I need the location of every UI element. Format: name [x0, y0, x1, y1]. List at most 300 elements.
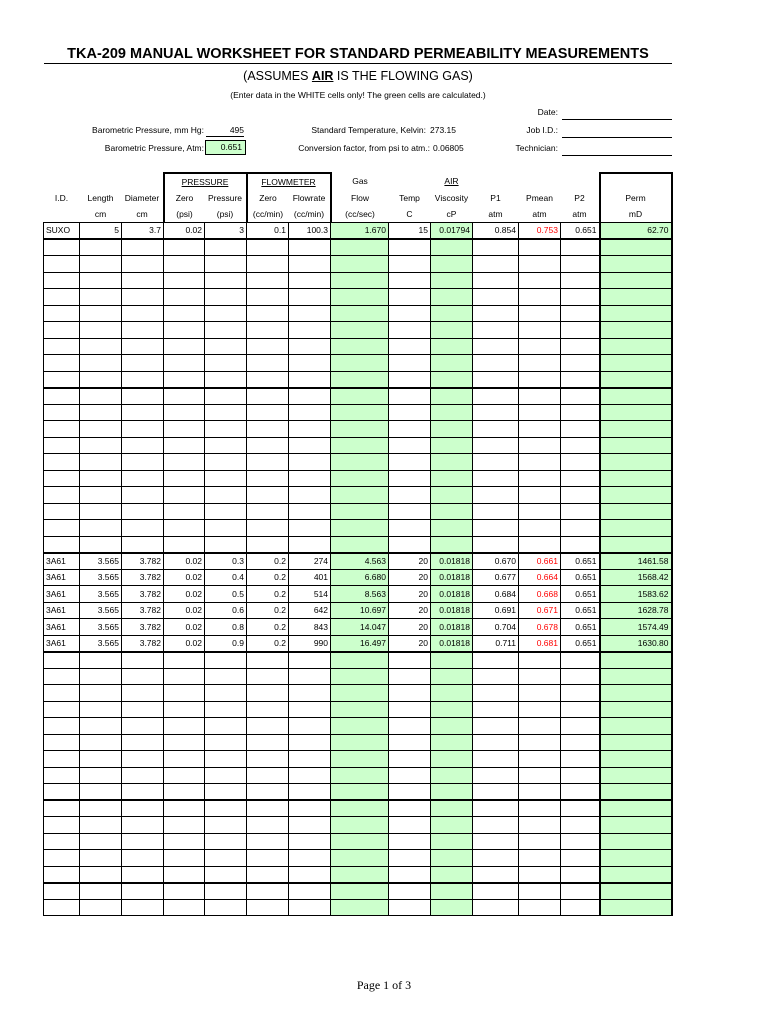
table-cell[interactable]: 0.651 [561, 569, 600, 586]
table-cell[interactable] [80, 289, 122, 306]
table-cell[interactable] [247, 289, 289, 306]
table-cell[interactable] [164, 503, 205, 520]
table-cell[interactable] [561, 734, 600, 751]
table-cell[interactable] [289, 734, 331, 751]
table-cell[interactable] [80, 734, 122, 751]
table-cell[interactable] [122, 404, 164, 421]
table-cell[interactable] [247, 668, 289, 685]
table-cell[interactable] [205, 338, 247, 355]
table-cell[interactable]: 0.854 [473, 223, 519, 240]
table-cell[interactable] [164, 536, 205, 553]
table-cell[interactable] [164, 685, 205, 702]
table-cell[interactable] [247, 470, 289, 487]
table-cell[interactable] [289, 239, 331, 256]
table-cell[interactable] [205, 520, 247, 537]
table-cell[interactable] [164, 256, 205, 273]
table-cell[interactable]: 401 [289, 569, 331, 586]
table-cell[interactable] [205, 322, 247, 339]
table-cell[interactable] [247, 850, 289, 867]
table-cell[interactable] [80, 305, 122, 322]
table-cell[interactable] [473, 520, 519, 537]
table-cell[interactable] [519, 652, 561, 669]
table-cell[interactable] [247, 355, 289, 372]
table-cell[interactable]: 3A61 [44, 635, 80, 652]
table-cell[interactable] [205, 239, 247, 256]
table-cell[interactable] [44, 520, 80, 537]
table-cell[interactable] [80, 685, 122, 702]
table-cell[interactable] [519, 800, 561, 817]
table-cell[interactable] [122, 833, 164, 850]
table-cell[interactable] [561, 454, 600, 471]
table-cell[interactable] [389, 685, 431, 702]
table-cell[interactable] [473, 734, 519, 751]
table-cell[interactable] [519, 685, 561, 702]
table-cell[interactable] [122, 487, 164, 504]
table-cell[interactable] [247, 371, 289, 388]
table-cell[interactable] [289, 256, 331, 273]
table-cell[interactable] [122, 850, 164, 867]
table-cell[interactable]: 3 [205, 223, 247, 240]
table-cell[interactable] [389, 338, 431, 355]
table-cell[interactable] [389, 503, 431, 520]
table-cell[interactable] [561, 536, 600, 553]
table-cell[interactable] [247, 767, 289, 784]
table-cell[interactable] [205, 718, 247, 735]
table-cell[interactable] [44, 470, 80, 487]
table-cell[interactable] [519, 520, 561, 537]
table-cell[interactable] [122, 421, 164, 438]
table-cell[interactable] [247, 883, 289, 900]
table-cell[interactable] [80, 256, 122, 273]
table-cell[interactable] [289, 371, 331, 388]
table-cell[interactable]: 3.565 [80, 569, 122, 586]
table-cell[interactable] [561, 470, 600, 487]
table-cell[interactable]: 0.671 [519, 602, 561, 619]
table-cell[interactable] [44, 718, 80, 735]
table-cell[interactable]: 20 [389, 553, 431, 570]
table-cell[interactable] [80, 388, 122, 405]
table-cell[interactable] [389, 800, 431, 817]
table-cell[interactable] [44, 421, 80, 438]
table-cell[interactable]: 0.678 [519, 619, 561, 636]
table-cell[interactable] [122, 437, 164, 454]
table-cell[interactable]: 0.02 [164, 223, 205, 240]
table-cell[interactable] [205, 734, 247, 751]
table-cell[interactable] [247, 404, 289, 421]
table-cell[interactable]: 514 [289, 586, 331, 603]
table-cell[interactable] [389, 784, 431, 801]
table-cell[interactable] [205, 850, 247, 867]
table-cell[interactable] [247, 322, 289, 339]
table-cell[interactable]: 0.2 [247, 569, 289, 586]
table-cell[interactable] [122, 239, 164, 256]
table-cell[interactable] [205, 817, 247, 834]
table-cell[interactable] [80, 701, 122, 718]
table-cell[interactable] [44, 784, 80, 801]
table-cell[interactable]: 0.677 [473, 569, 519, 586]
table-cell[interactable] [561, 899, 600, 916]
table-cell[interactable] [289, 800, 331, 817]
table-cell[interactable] [80, 338, 122, 355]
table-cell[interactable]: 274 [289, 553, 331, 570]
table-cell[interactable] [473, 371, 519, 388]
table-cell[interactable] [247, 701, 289, 718]
table-cell[interactable] [519, 817, 561, 834]
table-cell[interactable] [80, 503, 122, 520]
table-cell[interactable] [164, 388, 205, 405]
table-cell[interactable] [473, 503, 519, 520]
table-cell[interactable] [389, 487, 431, 504]
table-cell[interactable] [164, 850, 205, 867]
table-cell[interactable] [247, 800, 289, 817]
table-cell[interactable] [389, 718, 431, 735]
table-cell[interactable] [205, 751, 247, 768]
table-cell[interactable] [164, 239, 205, 256]
table-cell[interactable] [473, 487, 519, 504]
table-cell[interactable]: 20 [389, 602, 431, 619]
table-cell[interactable] [80, 470, 122, 487]
table-cell[interactable] [80, 784, 122, 801]
table-cell[interactable] [473, 800, 519, 817]
table-cell[interactable] [389, 701, 431, 718]
table-cell[interactable] [519, 470, 561, 487]
table-cell[interactable] [473, 355, 519, 372]
table-cell[interactable] [80, 272, 122, 289]
table-cell[interactable] [389, 652, 431, 669]
table-cell[interactable] [205, 404, 247, 421]
table-cell[interactable] [164, 784, 205, 801]
table-cell[interactable] [389, 239, 431, 256]
table-cell[interactable] [80, 767, 122, 784]
table-cell[interactable] [289, 388, 331, 405]
table-cell[interactable] [164, 421, 205, 438]
table-cell[interactable] [44, 701, 80, 718]
table-cell[interactable]: 0.02 [164, 586, 205, 603]
table-cell[interactable] [44, 866, 80, 883]
table-cell[interactable] [247, 437, 289, 454]
table-cell[interactable] [164, 437, 205, 454]
table-cell[interactable] [205, 833, 247, 850]
table-cell[interactable] [389, 322, 431, 339]
table-cell[interactable] [80, 817, 122, 834]
table-cell[interactable] [561, 652, 600, 669]
table-cell[interactable] [122, 701, 164, 718]
table-cell[interactable]: 0.8 [205, 619, 247, 636]
table-cell[interactable]: 3A61 [44, 619, 80, 636]
table-cell[interactable] [389, 256, 431, 273]
table-cell[interactable]: 3.782 [122, 602, 164, 619]
table-cell[interactable] [519, 899, 561, 916]
table-cell[interactable] [205, 256, 247, 273]
table-cell[interactable] [389, 437, 431, 454]
table-cell[interactable] [519, 734, 561, 751]
table-cell[interactable]: 0.6 [205, 602, 247, 619]
table-cell[interactable] [389, 883, 431, 900]
table-cell[interactable]: 20 [389, 586, 431, 603]
table-cell[interactable] [80, 899, 122, 916]
table-cell[interactable] [473, 784, 519, 801]
table-cell[interactable] [80, 866, 122, 883]
table-cell[interactable] [122, 685, 164, 702]
table-cell[interactable] [205, 685, 247, 702]
table-cell[interactable] [473, 701, 519, 718]
table-cell[interactable]: 3.565 [80, 635, 122, 652]
table-cell[interactable] [164, 800, 205, 817]
table-cell[interactable] [205, 437, 247, 454]
table-cell[interactable] [122, 388, 164, 405]
table-cell[interactable] [122, 668, 164, 685]
table-cell[interactable] [205, 784, 247, 801]
table-cell[interactable] [44, 338, 80, 355]
table-cell[interactable] [561, 388, 600, 405]
table-cell[interactable]: 3A61 [44, 602, 80, 619]
table-cell[interactable]: 0.1 [247, 223, 289, 240]
table-cell[interactable]: 20 [389, 569, 431, 586]
table-cell[interactable]: 0.651 [561, 553, 600, 570]
table-cell[interactable] [247, 487, 289, 504]
table-cell[interactable] [389, 866, 431, 883]
table-cell[interactable]: 0.2 [247, 553, 289, 570]
table-cell[interactable] [205, 899, 247, 916]
table-cell[interactable] [389, 272, 431, 289]
table-cell[interactable] [247, 784, 289, 801]
table-cell[interactable] [389, 520, 431, 537]
table-cell[interactable]: 0.668 [519, 586, 561, 603]
table-cell[interactable]: 0.704 [473, 619, 519, 636]
table-cell[interactable] [164, 734, 205, 751]
table-cell[interactable] [561, 817, 600, 834]
table-cell[interactable] [289, 421, 331, 438]
table-cell[interactable]: 0.4 [205, 569, 247, 586]
table-cell[interactable] [473, 767, 519, 784]
table-cell[interactable] [519, 338, 561, 355]
table-cell[interactable] [205, 454, 247, 471]
table-cell[interactable] [122, 371, 164, 388]
table-cell[interactable] [561, 866, 600, 883]
table-cell[interactable] [122, 883, 164, 900]
table-cell[interactable] [205, 487, 247, 504]
table-cell[interactable] [205, 421, 247, 438]
table-cell[interactable] [247, 454, 289, 471]
table-cell[interactable] [289, 652, 331, 669]
table-cell[interactable] [205, 470, 247, 487]
table-cell[interactable]: 0.651 [561, 586, 600, 603]
table-cell[interactable] [164, 338, 205, 355]
table-cell[interactable] [44, 272, 80, 289]
table-cell[interactable] [44, 503, 80, 520]
table-cell[interactable] [164, 701, 205, 718]
table-cell[interactable] [80, 850, 122, 867]
table-cell[interactable] [289, 355, 331, 372]
table-cell[interactable]: 990 [289, 635, 331, 652]
table-cell[interactable] [122, 718, 164, 735]
table-cell[interactable] [473, 652, 519, 669]
table-cell[interactable] [561, 701, 600, 718]
table-cell[interactable] [164, 866, 205, 883]
table-cell[interactable] [122, 800, 164, 817]
table-cell[interactable]: 642 [289, 602, 331, 619]
table-cell[interactable]: 0.664 [519, 569, 561, 586]
table-cell[interactable] [80, 800, 122, 817]
table-cell[interactable] [561, 520, 600, 537]
table-cell[interactable] [80, 487, 122, 504]
table-cell[interactable] [519, 454, 561, 471]
table-cell[interactable] [164, 404, 205, 421]
table-cell[interactable]: 0.753 [519, 223, 561, 240]
table-cell[interactable]: 0.711 [473, 635, 519, 652]
table-cell[interactable] [205, 536, 247, 553]
table-cell[interactable] [122, 322, 164, 339]
table-cell[interactable] [289, 850, 331, 867]
table-cell[interactable] [205, 503, 247, 520]
table-cell[interactable] [473, 272, 519, 289]
table-cell[interactable] [80, 239, 122, 256]
table-cell[interactable] [205, 866, 247, 883]
table-cell[interactable] [164, 668, 205, 685]
table-cell[interactable] [289, 272, 331, 289]
table-cell[interactable] [205, 652, 247, 669]
table-cell[interactable] [247, 866, 289, 883]
table-cell[interactable] [519, 883, 561, 900]
table-cell[interactable] [389, 371, 431, 388]
table-cell[interactable] [122, 289, 164, 306]
table-cell[interactable] [473, 751, 519, 768]
table-cell[interactable] [80, 421, 122, 438]
table-cell[interactable] [473, 256, 519, 273]
table-cell[interactable] [80, 322, 122, 339]
table-cell[interactable] [164, 652, 205, 669]
table-cell[interactable] [122, 536, 164, 553]
table-cell[interactable] [122, 305, 164, 322]
table-cell[interactable] [389, 817, 431, 834]
table-cell[interactable] [519, 371, 561, 388]
table-cell[interactable] [80, 536, 122, 553]
table-cell[interactable] [473, 668, 519, 685]
table-cell[interactable] [122, 256, 164, 273]
table-cell[interactable]: 0.9 [205, 635, 247, 652]
table-cell[interactable] [80, 883, 122, 900]
table-cell[interactable] [473, 866, 519, 883]
date-field[interactable] [562, 107, 672, 120]
table-cell[interactable] [561, 668, 600, 685]
table-cell[interactable] [247, 817, 289, 834]
table-cell[interactable] [289, 833, 331, 850]
table-cell[interactable] [519, 536, 561, 553]
table-cell[interactable] [289, 454, 331, 471]
table-cell[interactable]: 3.565 [80, 586, 122, 603]
table-cell[interactable] [122, 767, 164, 784]
table-cell[interactable]: 3.782 [122, 553, 164, 570]
table-cell[interactable] [122, 470, 164, 487]
table-cell[interactable]: 0.681 [519, 635, 561, 652]
table-cell[interactable] [473, 685, 519, 702]
table-cell[interactable] [44, 256, 80, 273]
table-cell[interactable] [80, 454, 122, 471]
table-cell[interactable] [289, 899, 331, 916]
table-cell[interactable] [164, 470, 205, 487]
table-cell[interactable] [205, 668, 247, 685]
table-cell[interactable] [561, 371, 600, 388]
table-cell[interactable] [164, 272, 205, 289]
table-cell[interactable] [122, 272, 164, 289]
table-cell[interactable] [122, 355, 164, 372]
table-cell[interactable] [44, 355, 80, 372]
table-cell[interactable] [164, 322, 205, 339]
table-cell[interactable]: 0.651 [561, 223, 600, 240]
table-cell[interactable] [473, 322, 519, 339]
table-cell[interactable] [289, 520, 331, 537]
table-cell[interactable]: 20 [389, 619, 431, 636]
table-cell[interactable] [44, 767, 80, 784]
table-cell[interactable] [122, 338, 164, 355]
table-cell[interactable] [80, 751, 122, 768]
table-cell[interactable] [289, 305, 331, 322]
table-cell[interactable] [561, 272, 600, 289]
table-cell[interactable] [519, 850, 561, 867]
table-cell[interactable] [561, 289, 600, 306]
table-cell[interactable] [519, 355, 561, 372]
table-cell[interactable] [44, 883, 80, 900]
table-cell[interactable] [389, 899, 431, 916]
table-cell[interactable] [473, 536, 519, 553]
table-cell[interactable] [473, 833, 519, 850]
table-cell[interactable] [247, 751, 289, 768]
table-cell[interactable]: 3A61 [44, 553, 80, 570]
table-cell[interactable] [473, 899, 519, 916]
table-cell[interactable] [205, 767, 247, 784]
table-cell[interactable] [389, 355, 431, 372]
table-cell[interactable] [44, 817, 80, 834]
table-cell[interactable] [164, 751, 205, 768]
table-cell[interactable]: 20 [389, 635, 431, 652]
table-cell[interactable] [519, 272, 561, 289]
table-cell[interactable] [289, 487, 331, 504]
table-cell[interactable] [289, 784, 331, 801]
table-cell[interactable] [561, 833, 600, 850]
table-cell[interactable] [519, 866, 561, 883]
table-cell[interactable] [205, 305, 247, 322]
table-cell[interactable] [473, 338, 519, 355]
table-cell[interactable] [44, 305, 80, 322]
table-cell[interactable] [80, 520, 122, 537]
table-cell[interactable] [289, 536, 331, 553]
table-cell[interactable] [473, 388, 519, 405]
table-cell[interactable] [519, 784, 561, 801]
table-cell[interactable] [289, 404, 331, 421]
table-cell[interactable]: 3.782 [122, 569, 164, 586]
table-cell[interactable] [247, 272, 289, 289]
table-cell[interactable] [247, 503, 289, 520]
table-cell[interactable] [122, 817, 164, 834]
table-cell[interactable] [289, 883, 331, 900]
table-cell[interactable] [561, 685, 600, 702]
table-cell[interactable] [289, 751, 331, 768]
table-cell[interactable]: 0.02 [164, 619, 205, 636]
table-cell[interactable] [473, 404, 519, 421]
table-cell[interactable]: 15 [389, 223, 431, 240]
table-cell[interactable] [44, 536, 80, 553]
table-cell[interactable] [44, 487, 80, 504]
table-cell[interactable]: 3.782 [122, 635, 164, 652]
table-cell[interactable]: 0.670 [473, 553, 519, 570]
table-cell[interactable] [164, 520, 205, 537]
table-cell[interactable] [389, 289, 431, 306]
table-cell[interactable] [519, 256, 561, 273]
table-cell[interactable] [164, 833, 205, 850]
table-cell[interactable] [389, 833, 431, 850]
table-cell[interactable]: 5 [80, 223, 122, 240]
table-cell[interactable] [561, 437, 600, 454]
